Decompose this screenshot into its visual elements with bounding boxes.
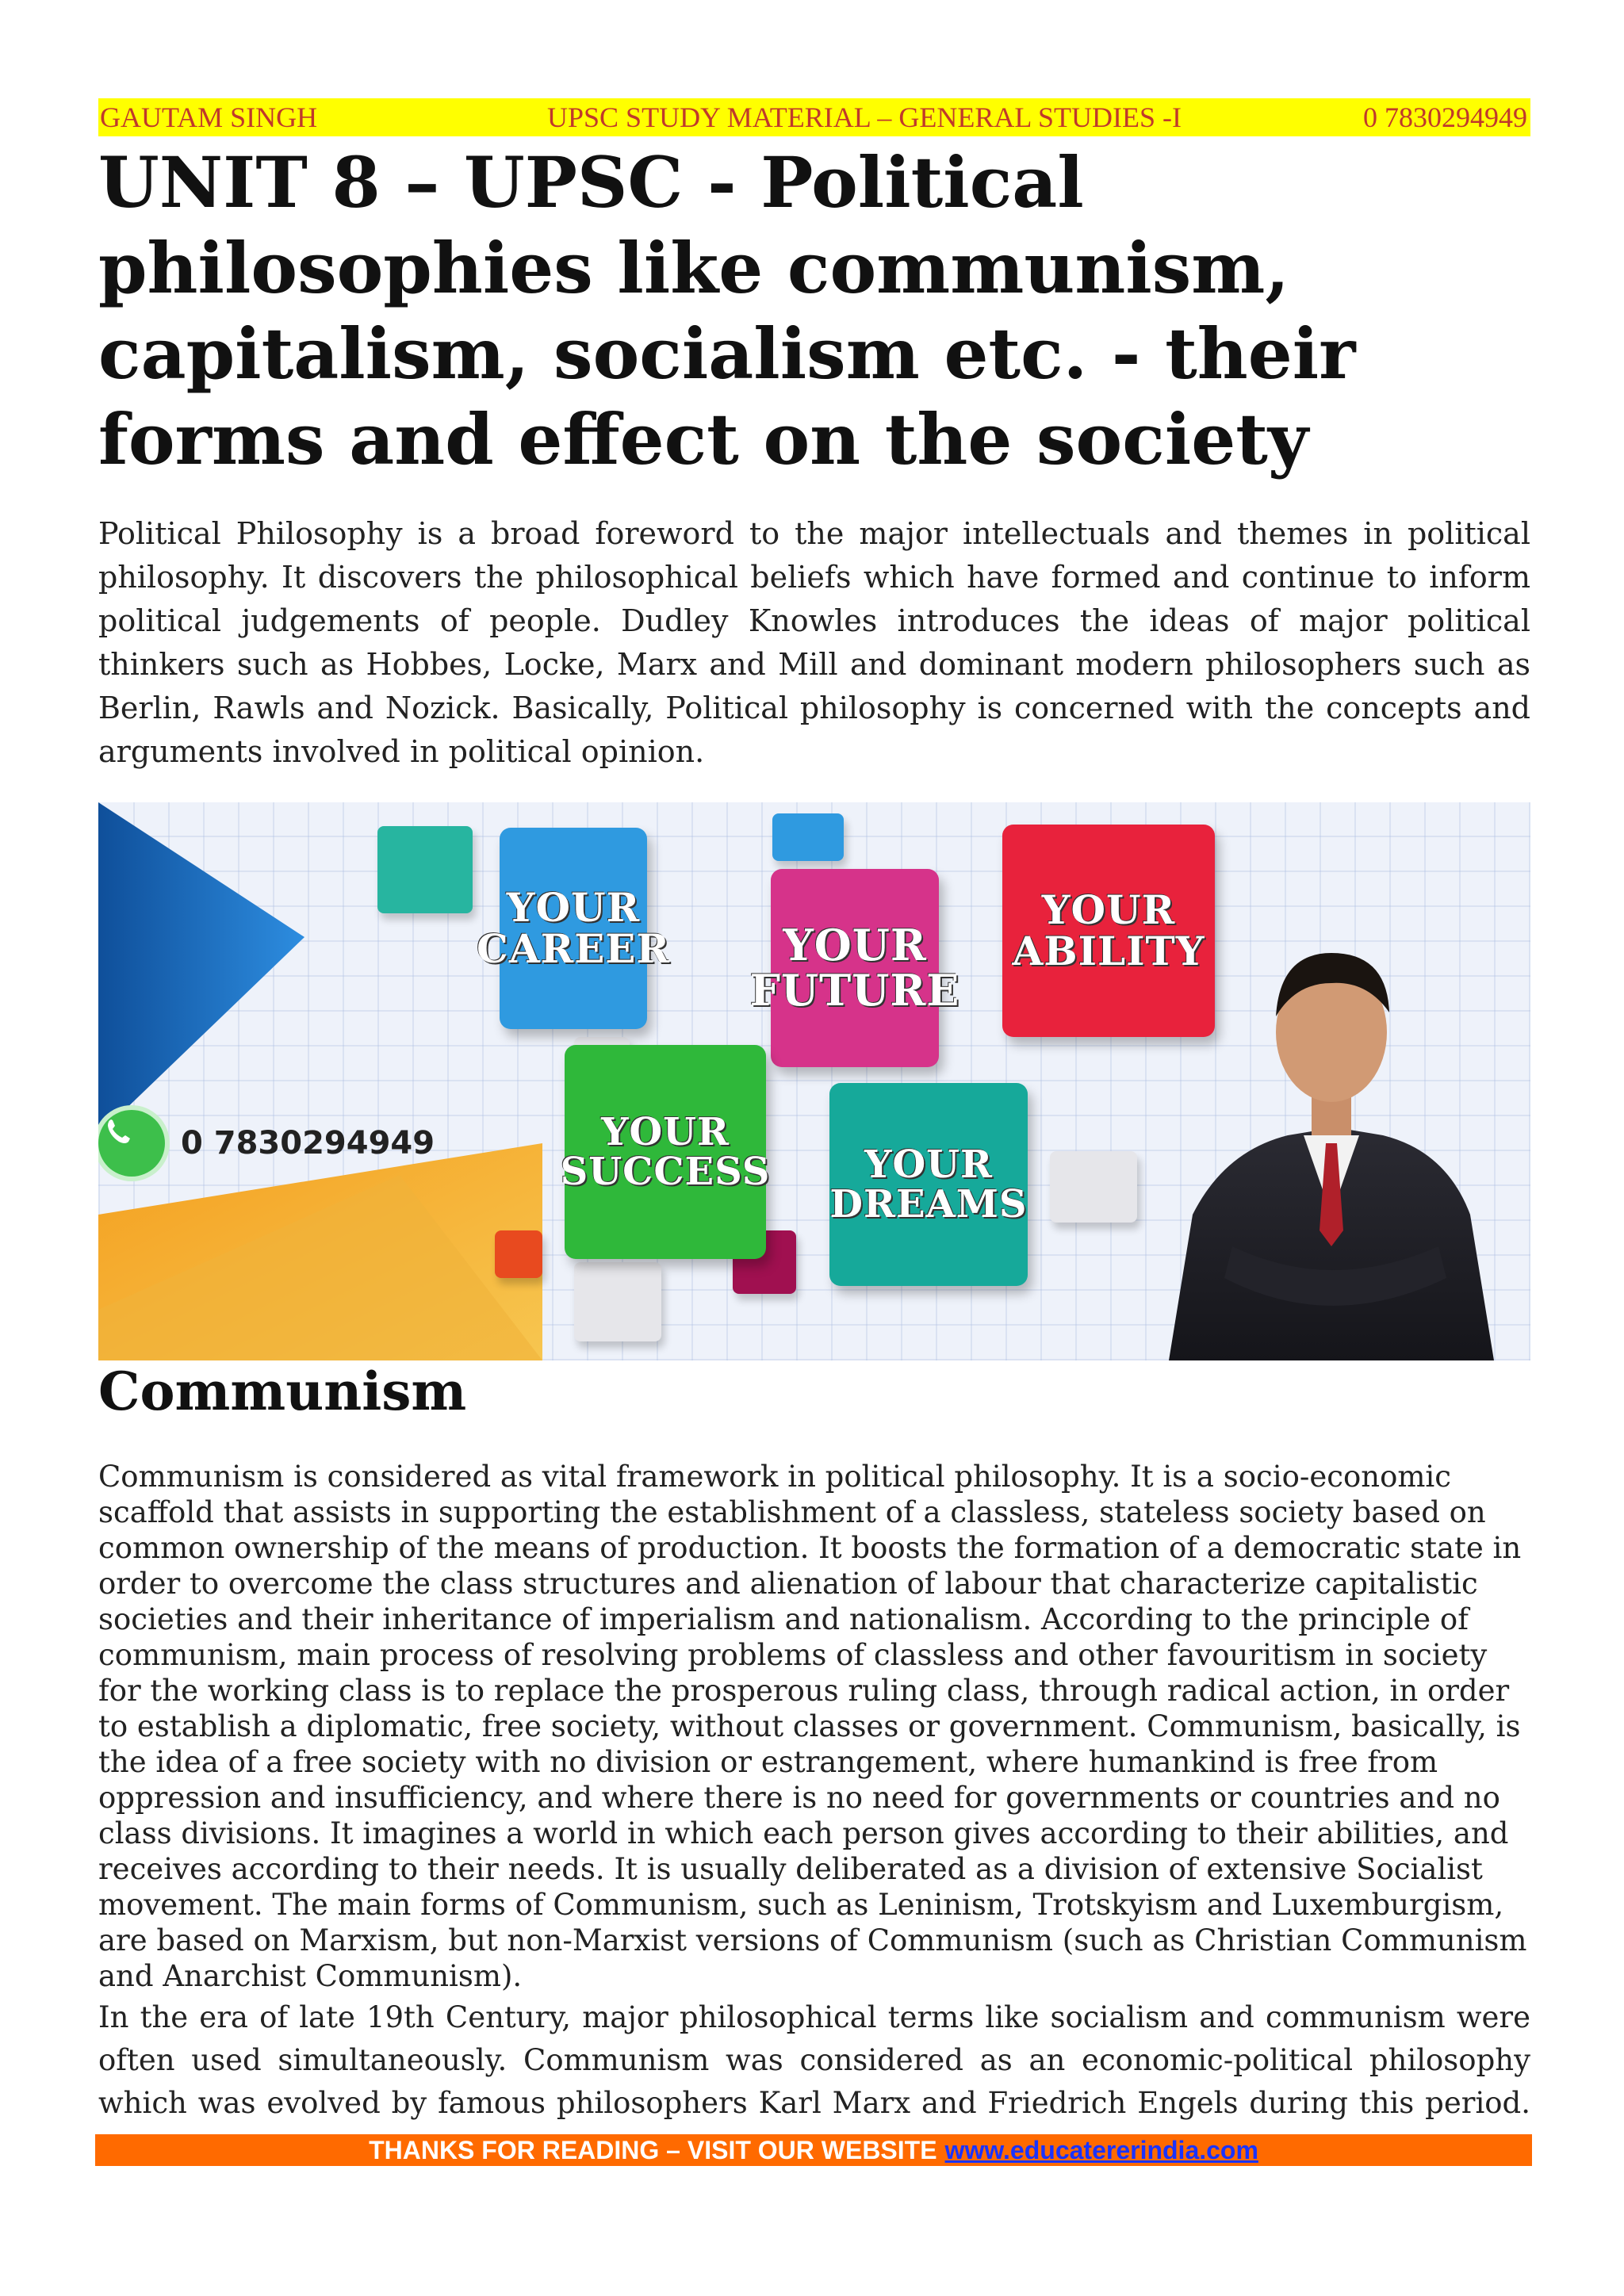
whatsapp-icon [98, 1110, 165, 1177]
website-link[interactable]: www.educatererindia.com [944, 2135, 1258, 2164]
tile-success [560, 1045, 771, 1259]
header-author: GAUTAM SINGH [100, 101, 318, 133]
deco-square [574, 1262, 661, 1341]
banner-phone-number: 0 7830294949 [181, 1125, 435, 1161]
header-bar [98, 98, 1530, 136]
section-heading-communism: Communism [98, 1360, 467, 1422]
header-material: UPSC STUDY MATERIAL – GENERAL STUDIES -I [547, 101, 1182, 133]
tile-future [749, 869, 960, 1067]
blue-triangle [98, 802, 304, 1135]
footer-text: THANKS FOR READING – VISIT OUR WEBSITE [369, 2135, 937, 2164]
tile-label: YOUR FUTURE [749, 920, 960, 1016]
tile-ability [1002, 825, 1215, 1037]
tile-label: YOUR CAREER [477, 883, 670, 972]
tile-label: YOUR ABILITY [1012, 886, 1205, 974]
promo-banner [98, 802, 1530, 1360]
deco-square [377, 826, 473, 913]
communism-paragraph-2: In the era of late 19th Century, major philosophical terms like socialism and communism were often used simultaneously. Communism was considered as an economic-political philosophy which was evolved by famous philosophers Karl Marx and Friedrich Engels during this period. [98, 2000, 1530, 2120]
page-title: UNIT 8 – UPSC - Political philosophies like communism, capitalism, socialism etc. - their forms and effect on the society [98, 141, 1356, 480]
tile-dreams [829, 1083, 1028, 1286]
banner-phone-row [98, 1110, 435, 1177]
tile-label: YOUR DREAMS [829, 1142, 1028, 1226]
header-phone: 0 7830294949 [1363, 101, 1527, 133]
deco-square [1050, 1151, 1137, 1223]
deco-square [495, 1230, 542, 1278]
intro-paragraph: Political Philosophy is a broad foreword to the major intellectuals and themes in political philosophy. It discovers the philosophical beliefs which have formed and continue to inform political judgements of people. Dudley Knowles introduces the ideas of major political thinkers such as Hobbes, Locke, Marx and Mill and dominant modern philosophers such as Berlin, Rawls and Nozick. Basically, Political philosophy is concerned with the concepts and arguments involved in political opinion. [98, 516, 1530, 769]
person-figure [1169, 953, 1494, 1360]
tile-career [477, 828, 670, 1029]
deco-square [772, 813, 844, 861]
communism-paragraph-1: Communism is considered as vital framework in political philosophy. It is a socio-economic scaffold that assists in supporting the establishment of a classless, stateless society based on common ownership of the means of production. It boosts the formation of a democratic state in order to overcome the class structures and alienation of labour that characterize capitalistic societies and their inheritance of imperialism and nationalism. According to the principle of communism, main process of resolving problems of classless and other favouritism in society for the working class is to replace the prosperous ruling class, through radical action, in order to establish a diplomatic, free society, without classes or government. Communism, basically, is the idea of a free society with no division or estrangement, where humankind is free from oppression and insufficiency, and where there is no need for governments or countries and no class divisions. It imagines a world in which each person gives according to their abilities, and receives according to their needs. It is usually deliberated as a division of extensive Socialist movement. The main forms of Communism, such as Leninism, Trotskyism and Luxemburgism, are based on Marxism, but non-Marxist versions of Communism (such as Christian Communism and Anarchist Communism). [98, 1460, 1527, 1993]
footer-bar [95, 2134, 1532, 2166]
tile-label: YOUR SUCCESS [560, 1109, 771, 1194]
